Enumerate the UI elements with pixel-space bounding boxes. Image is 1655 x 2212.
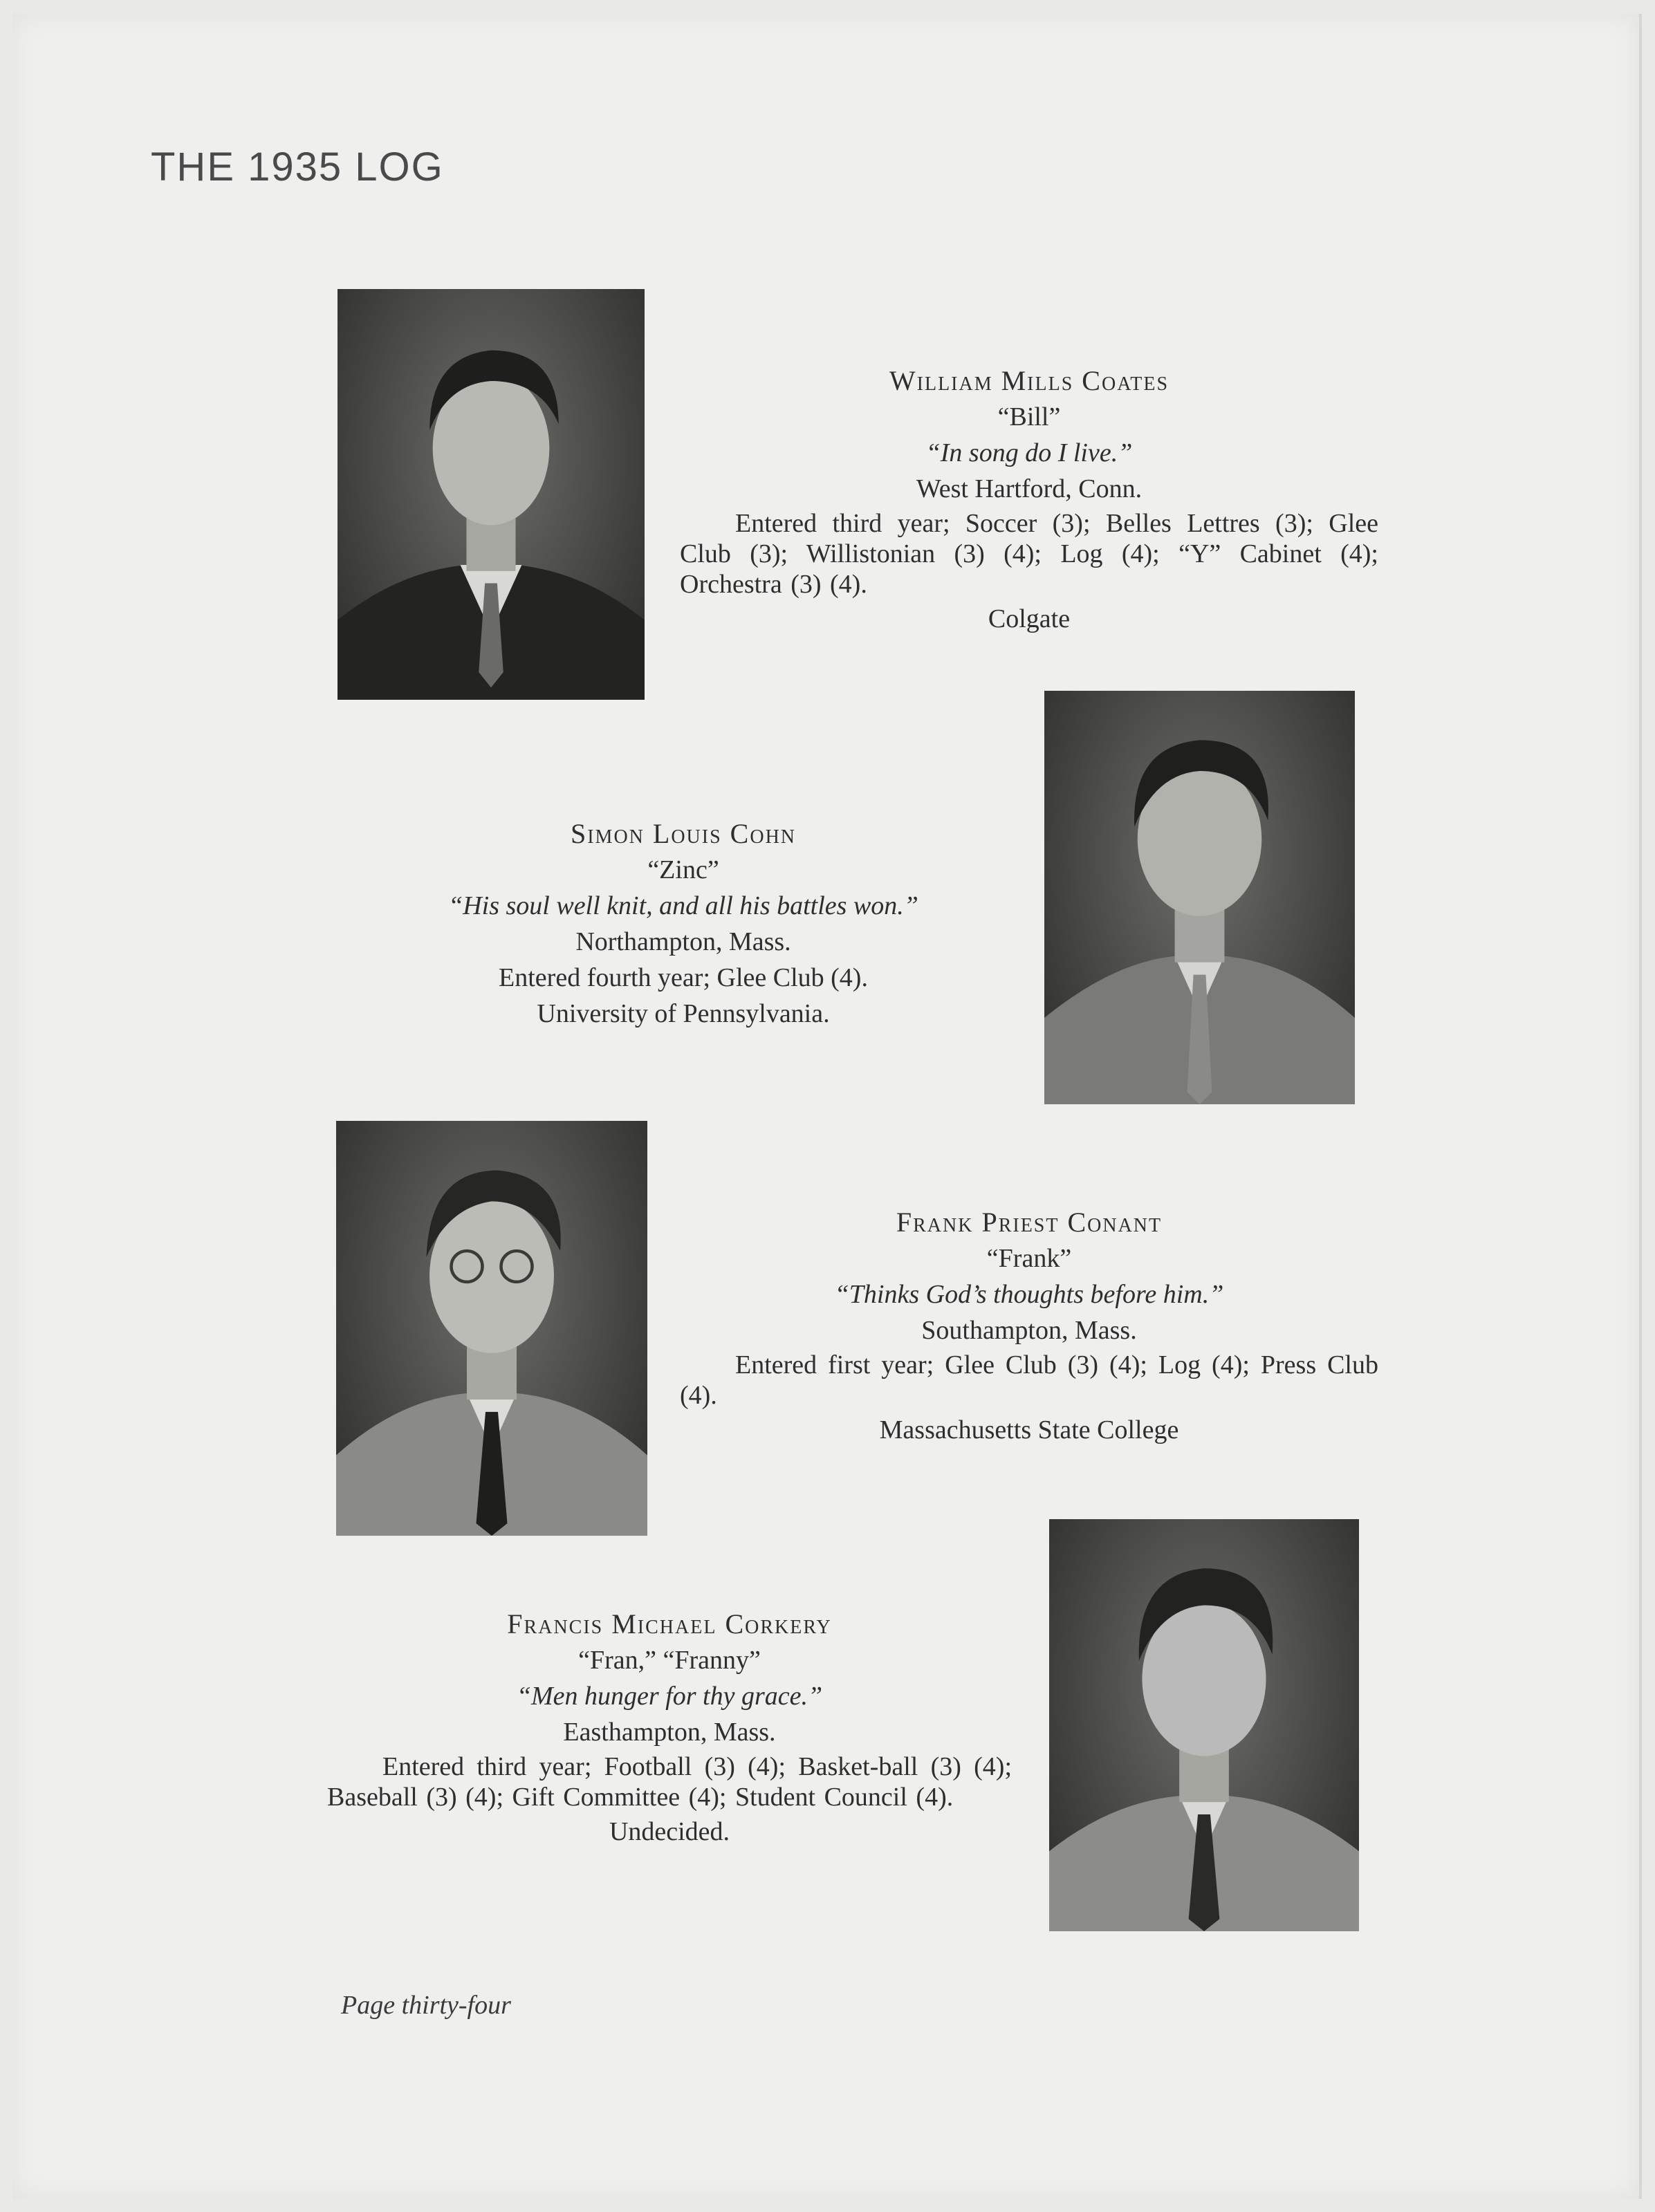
college: University of Pennsylvania. — [537, 999, 830, 1028]
activity-record: Entered third year; Football (3) (4); Basket-ball (3) (4); Baseball (3) (4); Gift Committee (4); Student Council (4). — [327, 1752, 1012, 1812]
student-name: Frank Priest Conant — [896, 1207, 1163, 1238]
motto: “In song do I live.” — [925, 438, 1133, 467]
running-head: THE 1935 LOG — [151, 145, 444, 189]
nickname: “Frank” — [986, 1244, 1072, 1273]
college: Massachusetts State College — [879, 1415, 1179, 1444]
entry-conant — [680, 1205, 1378, 1448]
portrait-photo-corkery — [1049, 1519, 1359, 1931]
motto: “Thinks God’s thoughts before him.” — [834, 1280, 1224, 1309]
hometown: West Hartford, Conn. — [916, 474, 1143, 503]
hometown: Easthampton, Mass. — [563, 1718, 776, 1747]
motto: “His soul well knit, and all his battles won.” — [448, 891, 918, 920]
activity-record: Entered first year; Glee Club (3) (4); Log (4); Press Club (4). — [680, 1350, 1378, 1410]
hometown: Southampton, Mass. — [921, 1316, 1137, 1345]
hometown: Northampton, Mass. — [575, 927, 791, 956]
portrait-photo-cohn — [1044, 691, 1355, 1104]
motto: “Men hunger for thy grace.” — [516, 1682, 823, 1711]
nickname: “Zinc” — [647, 855, 719, 884]
college: Colgate — [988, 604, 1071, 633]
activity-record: Entered fourth year; Glee Club (4). — [499, 963, 868, 992]
nickname: “Bill” — [997, 402, 1061, 431]
yearbook-page — [12, 14, 1642, 2199]
student-name: Simon Louis Cohn — [570, 818, 797, 849]
entry-cohn — [382, 816, 984, 1032]
nickname: “Fran,” “Franny” — [578, 1646, 761, 1675]
student-name: Francis Michael Corkery — [507, 1608, 832, 1639]
portrait-photo-conant — [336, 1121, 647, 1536]
page-number: Page thirty-four — [341, 1991, 511, 2020]
student-name: William Mills Coates — [889, 365, 1169, 396]
entry-corkery — [327, 1606, 1012, 1850]
entry-coates — [680, 363, 1378, 637]
college: Undecided. — [609, 1817, 730, 1846]
activity-record: Entered third year; Soccer (3); Belles Lettres (3); Glee Club (3); Willistonian (3) (4); Log (4); “Y” Cabinet (4); Orchestra (3) (4). — [680, 509, 1378, 599]
portrait-photo-coates — [338, 289, 645, 700]
